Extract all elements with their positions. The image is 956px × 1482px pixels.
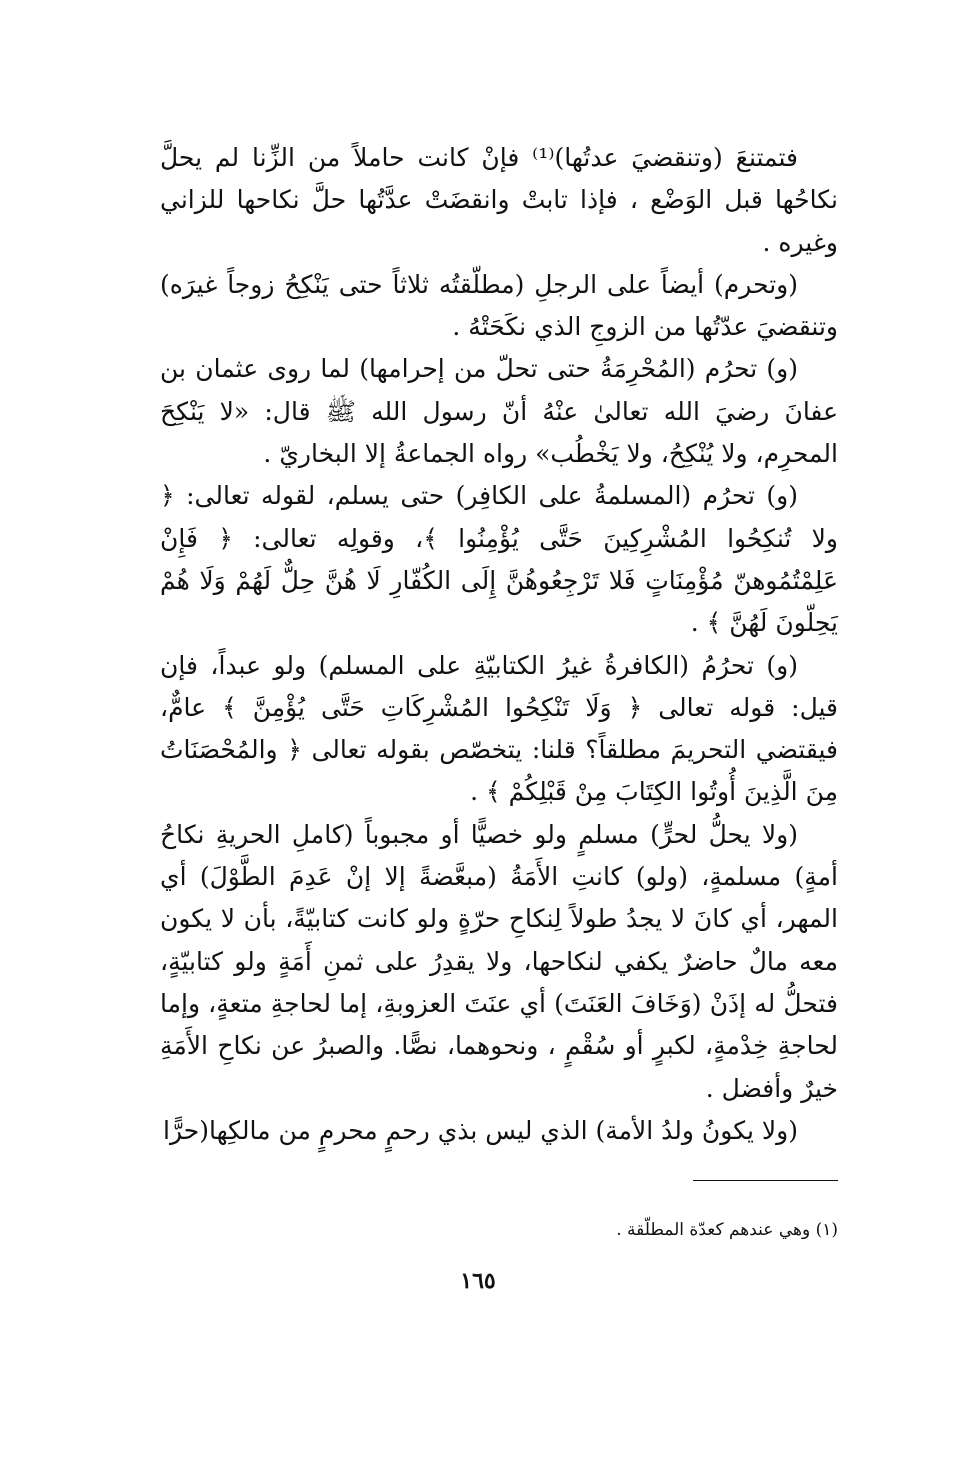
body-text xyxy=(160,137,838,1152)
paragraph-4: (و) تحرُم (المسلمةُ على الكافِر) حتى يسلم، لقوله تعالى: ﴿ ولا تُنكِحُوا المُشْرِكِينَ حَتَّى يُؤْمِنُوا ﴾، وقولِه تعالى: ﴿ فَإِنْ عَلِمْتُمُوهنّ مُؤْمِنَاتٍ فَلا تَرْجِعُوهُنَّ إِلَى الكُفّارِ لَا هُنَّ حِلٌّ لَهُمْ وَلَا هُمْ يَحِلّونَ لَهُنَّ ﴾ . xyxy=(160,481,838,638)
paragraph-1: فتمتنعَ (وتنقضيَ عدتُها)⁽¹⁾ فإنْ كانت حاملاً من الزِّنا لم يحلَّ نكاحُها قبل الوَضْع ، فإذا تابتْ وانقضَتْ عدَّتُها حلَّ نكاحها للزاني وغيره . xyxy=(160,143,838,257)
paragraph-5: (و) تحرُمُ (الكافرةُ غيرُ الكتابيّةِ على المسلم) ولو عبداً، فإن قيل: قوله تعالى ﴿ وَلَا تَنْكِحُوا المُشْرِكَاتِ حَتَّى يُؤْمِنَّ ﴾ عامٌّ، فيقتضي التحريمَ مطلقاً؟ قلنا: يتخصّص بقوله تعالى ﴿ والمُحْصَنَاتُ مِنَ الَّذِينَ أُوتُوا الكِتَابَ مِنْ قَبْلِكُمْ ﴾ . xyxy=(160,650,838,807)
paragraph-7: (ولا يكونُ ولدُ الأمة) الذي ليس بذي رحمٍ محرمٍ من مالكِها(حرًّا xyxy=(163,1115,798,1145)
footnote: (١) وهي عندهم كعدّة المطلّقة . xyxy=(616,1220,838,1240)
page-number: ١٦٥ xyxy=(460,1268,496,1294)
footnote-divider xyxy=(693,1180,838,1181)
paragraph-2: (وتحرم) أيضاً على الرجلِ (مطلّقتُه ثلاثاً حتى يَنْكِحُ زوجاً غيرَه) وتنقضيَ عدّتُها من الزوجِ الذي نكَحَتْهُ . xyxy=(160,269,838,342)
paragraph-3: (و) تحرُم (المُحْرِمَةُ حتى تحلّ من إحرامها) لما روى عثمان بن عفانَ رضيَ الله تعالىٰ عنْهُ أنّ رسول الله ﷺ قال: «لا يَنْكِحَ المحرِم، ولا يُنْكِحُ، ولا يَخْطُب» رواه الجماعةُ إلا البخاريّ . xyxy=(160,354,838,469)
paragraph-6: (ولا يحلُّ لحرٍّ) مسلمٍ ولو خصيًّا أو مجبوباً (كاملِ الحريةِ نكاحُ أمةٍ) مسلمةٍ، (ولو) كانتِ الأَمَةُ (مبعَّضةً إلا إنْ عَدِمَ الطَّوْلَ) أي المهر، أي كانَ لا يجدُ طولاً لِنكاحِ حرّةٍ ولو كانت كتابيّةً، بأن لا يكون معه مالٌ حاضرٌ يكفي لنكاحها، ولا يقدِرُ على ثمنِ أَمَةٍ ولو كتابيّةٍ، فتحلُّ له إذَنْ (وَخَافَ العَنَتَ) أي عنَتَ العزوبةِ، إما لحاجةِ متعةٍ، وإما لحاجةِ خِدْمةٍ، لكبرٍ أو سُقْمٍ ، ونحوهما، نصًّا. والصبرُ عن نكاحِ الأَمَةِ خيرٌ وأفضل . xyxy=(160,819,838,1103)
